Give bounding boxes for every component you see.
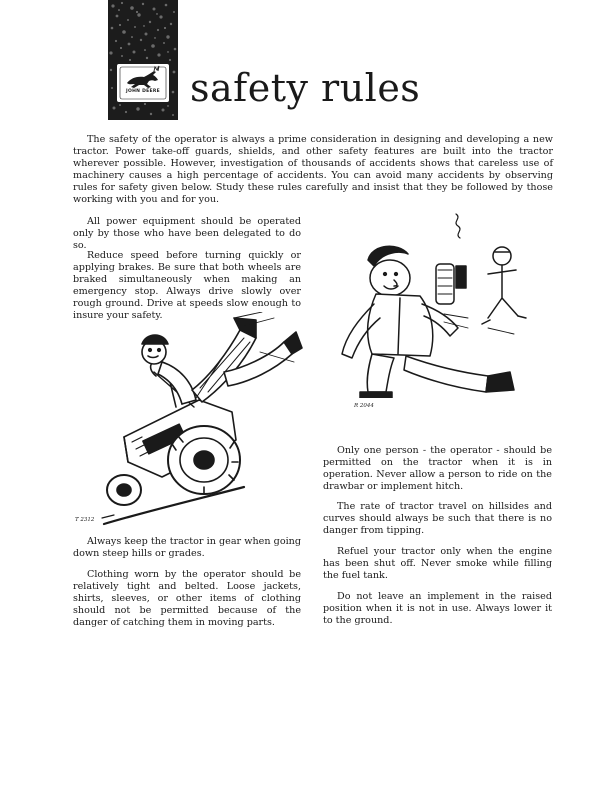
figure-code-tractor: T 2312 — [75, 517, 95, 523]
figure-code-falling-man: R 2044 — [354, 403, 374, 409]
rule-reduce-speed: Reduce speed before turning quickly or applying brakes. Be sure that both wheels are braked simultaneously when making an emergency stop. Always drive slowly over rough ground. Drive at speeds slow enough to insure your safety. — [73, 250, 301, 321]
falling-man-illustration — [338, 208, 548, 398]
logo-brand-text: JOHN DEERE — [125, 89, 161, 94]
rule-authorized-operators: All power equipment should be operated only by those who have been delegated to do so. — [73, 216, 301, 251]
page-title: safety rules — [190, 66, 421, 110]
leaping-deer-icon — [117, 64, 169, 102]
john-deere-logo — [108, 0, 178, 120]
tractor-downhill-illustration — [84, 312, 306, 527]
intro-paragraph: The safety of the operator is always a prime consideration in designing and developing a new tractor. Power take-off guards, shields, and other safety features are built into the tractor wherever possible. However, investigation of thousands of accidents shows that careless use of machinery causes a high percentage of accidents. You can avoid many accidents by observing rules for safety given below. Study these rules carefully and insist that they be followed by those working with you and for you. — [73, 134, 553, 205]
rule-one-person: Only one person - the operator - should be permitted on the tractor when it is in operation. Never allow a person to ride on the drawbar or implement hitch. — [323, 445, 552, 492]
rule-keep-in-gear: Always keep the tractor in gear when going down steep hills or grades. — [73, 536, 301, 559]
rule-lower-implement: Do not leave an implement in the raised position when it is not in use. Always lower it to the ground. — [323, 591, 552, 626]
rule-refuel: Refuel your tractor only when the engine has been shut off. Never smoke while filling the fuel tank. — [323, 546, 552, 581]
rule-hillsides: The rate of tractor travel on hillsides and curves should always be such that there is no danger from tipping. — [323, 501, 552, 536]
stone-texture — [108, 0, 178, 120]
rule-clothing: Clothing worn by the operator should be relatively tight and belted. Loose jackets, shirts, sleeves, or other items of clothing should not be permitted because of the danger of catching them in moving parts. — [73, 569, 301, 628]
logo-badge — [117, 64, 169, 102]
